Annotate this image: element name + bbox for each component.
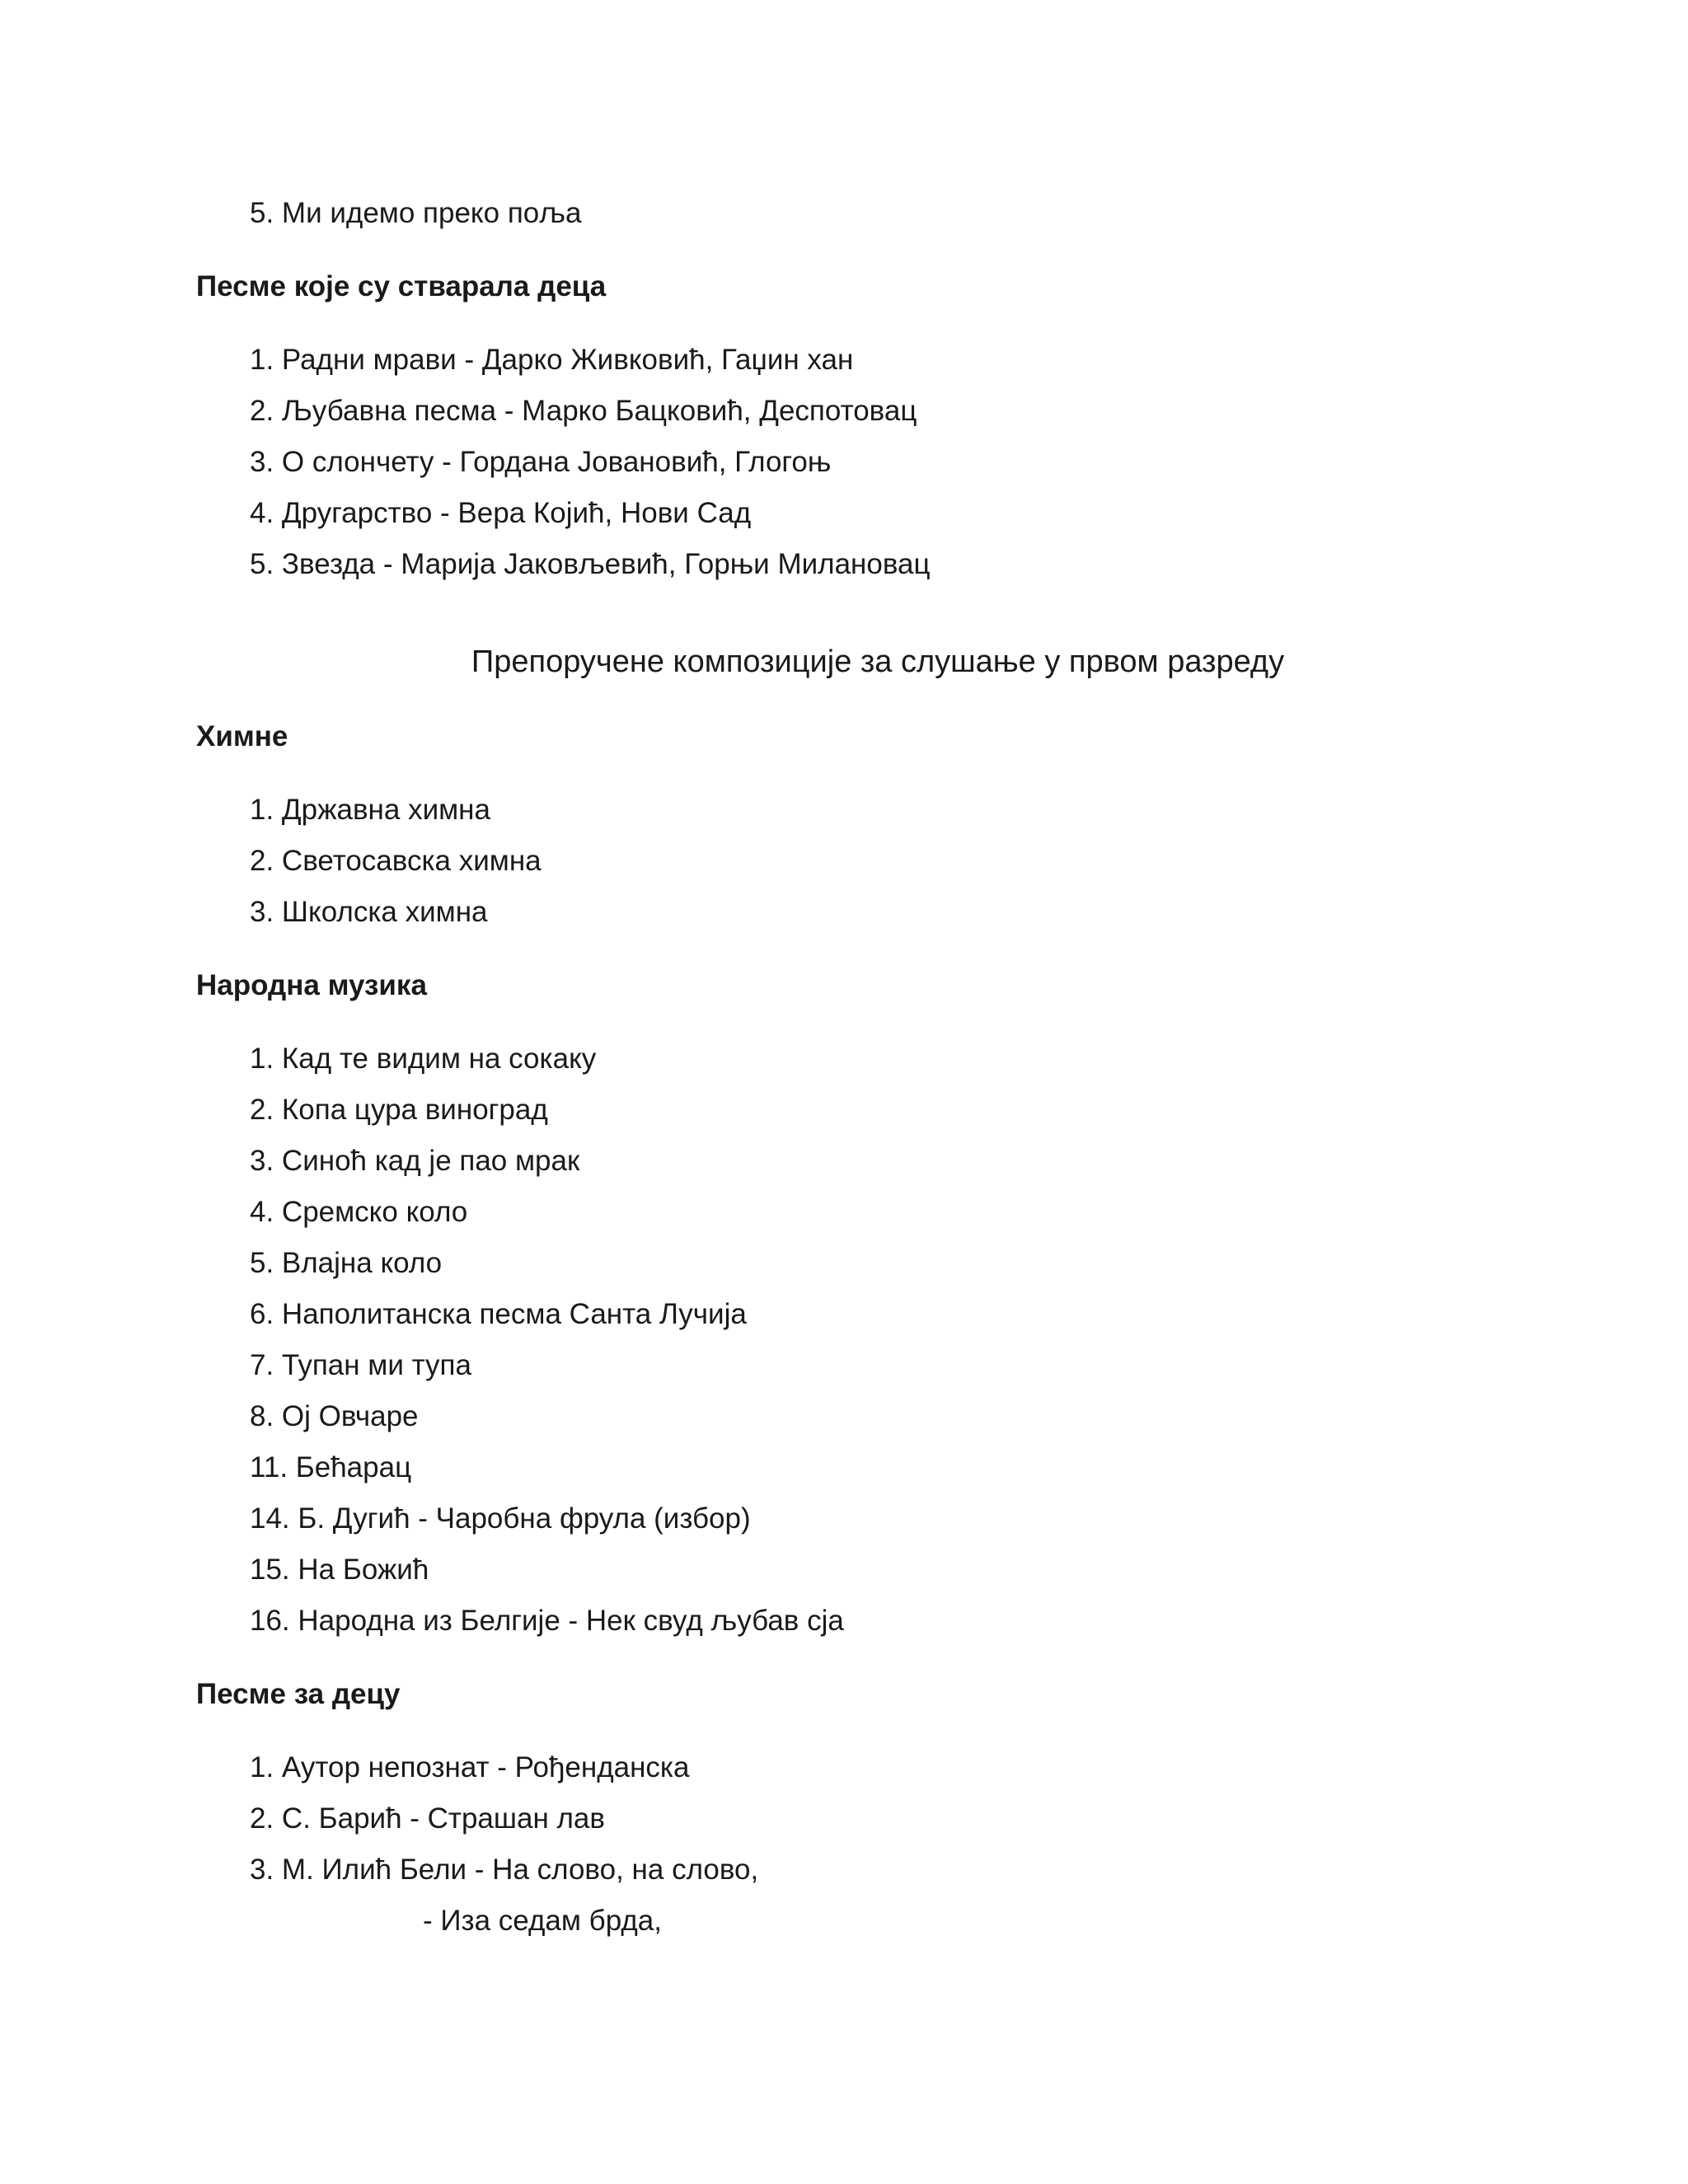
list-item: 15. На Божић [250,1554,429,1586]
section-heading-folk-music: Народна музика [196,969,427,1001]
list-item: 2. Копа цура виноград [250,1094,548,1126]
list-item: 2. Светосавска химна [250,845,542,877]
section-heading-anthems: Химне [196,720,288,752]
list-item: 3. Школска химна [250,896,488,928]
list-item: 14. Б. Дугић - Чаробна фрула (избор) [250,1502,751,1535]
page-title: Препоручене композиције за слушање у првом разреду [471,644,1285,679]
list-item: 4. Другарство - Вера Којић, Нови Сад [250,497,752,529]
list-item: 1. Кад те видим на сокаку [250,1043,597,1075]
list-item: 3. Синоћ кад је пао мрак [250,1145,580,1177]
list-item: 8. Ој Овчаре [250,1400,419,1432]
list-item: 16. Народна из Белгије - Нек свуд љубав сја [250,1605,844,1637]
list-item: 4. Сремско коло [250,1196,468,1228]
list-item: 7. Тупан ми тупа [250,1349,471,1381]
list-item: 1. Државна химна [250,794,490,826]
list-item: 5. Звезда - Марија Јаковљевић, Горњи Милановац [250,548,931,580]
list-item: 3. М. Илић Бели - На слово, на слово, [250,1854,759,1886]
list-item: 1. Аутор непознат - Рођенданска [250,1751,690,1783]
section-heading-kids-songs: Песме за децу [196,1678,401,1710]
list-item: 3. О слончету - Гордана Јовановић, Глогоњ [250,446,832,478]
list-item-continuation: - Иза седам брда, [423,1905,662,1937]
section-heading-children-songs: Песме које су стварала деца [196,270,607,302]
list-item: 2. Љубавна песма - Марко Бацковић, Деспотовац [250,395,917,427]
list-item: 5. Ми идемо преко поља [250,197,582,229]
list-item: 6. Наполитанска песма Санта Лучија [250,1298,747,1330]
list-item: 11. Бећарац [250,1451,412,1483]
list-item: 5. Влајна коло [250,1247,443,1279]
list-item: 1. Радни мрави - Дарко Живковић, Гаџин хан [250,344,854,376]
list-item: 2. С. Барић - Страшан лав [250,1802,605,1835]
